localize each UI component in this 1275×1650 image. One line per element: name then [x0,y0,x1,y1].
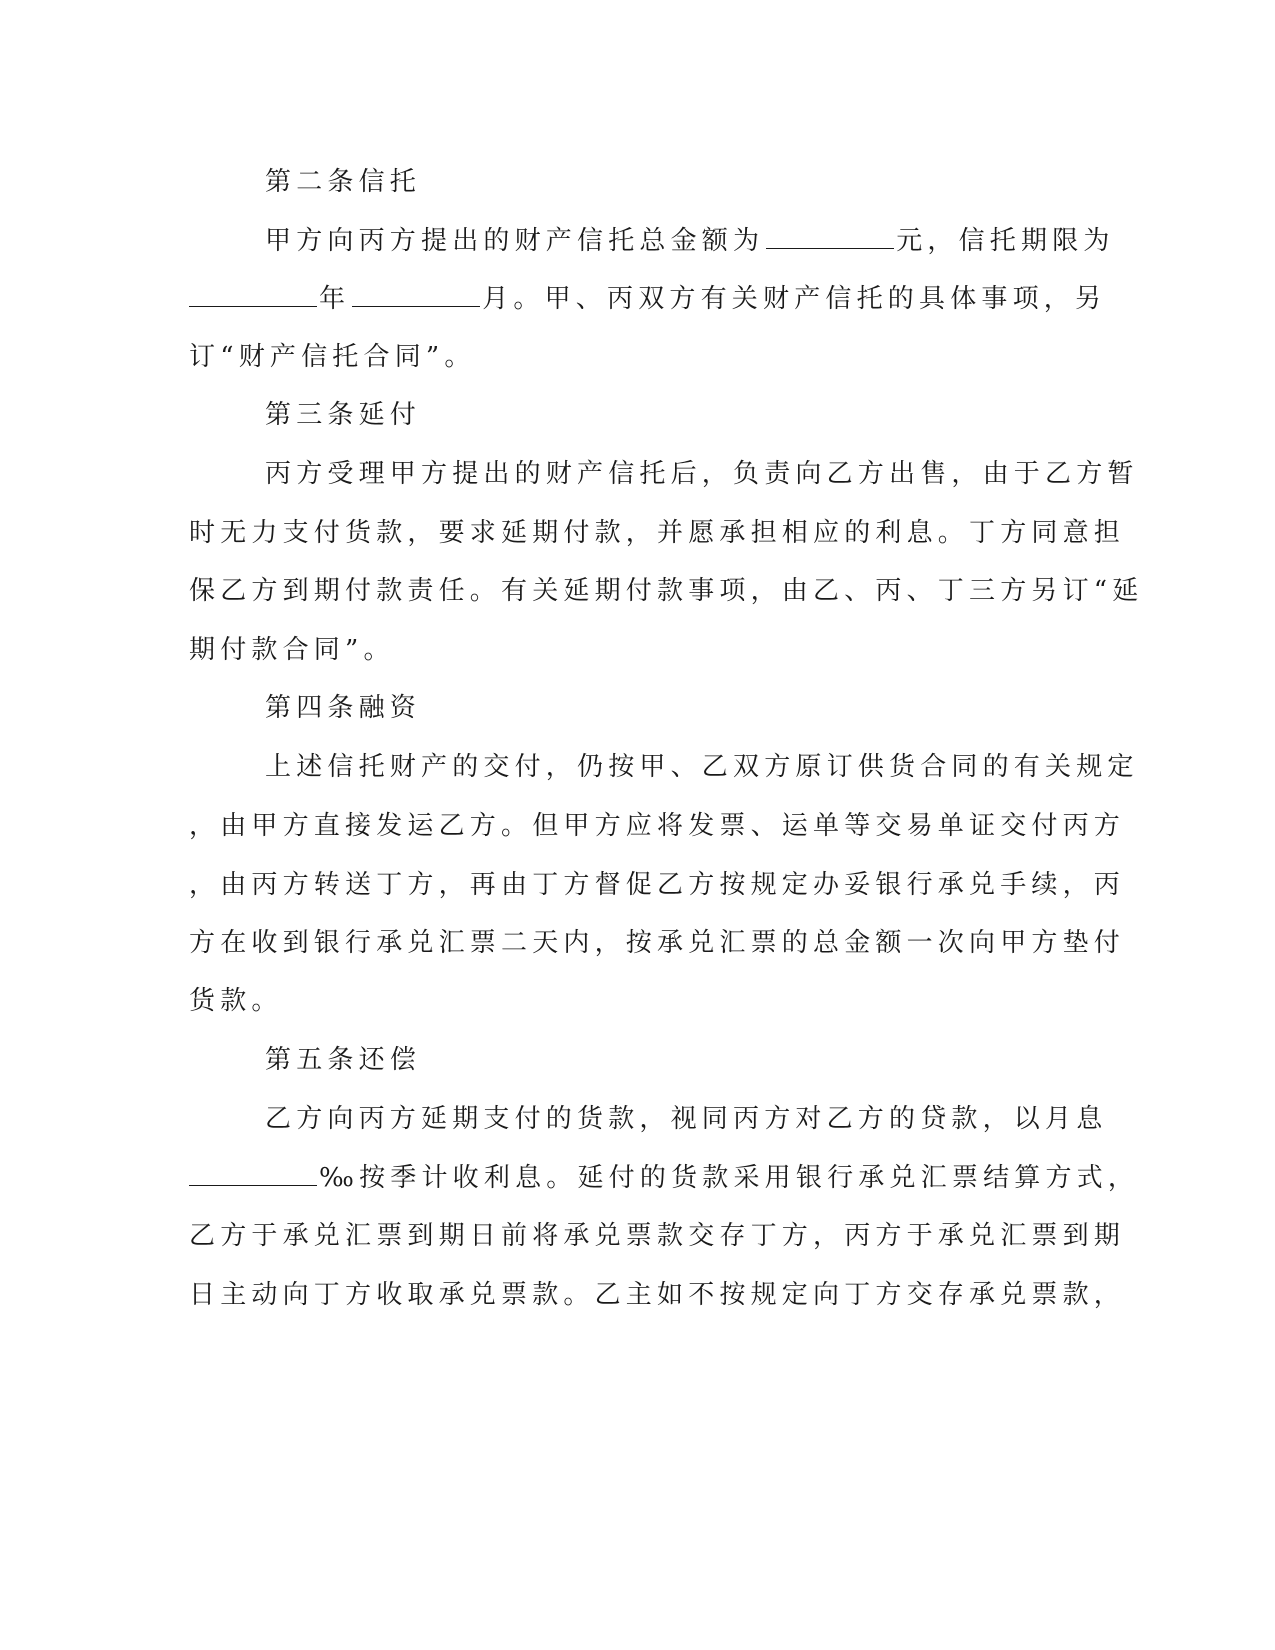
paragraph-line [265,225,1115,257]
text-segment: 年 [319,284,351,314]
paragraph-line: 方在收到银行承兑汇票二天内，按承兑汇票的总金额一次向甲方垫付 [189,928,1126,958]
text-segment: ‰按季计收利息。延付的货款采用银行承兑汇票结算方式， [319,1163,1140,1193]
paragraph-line: 货款。 [189,986,283,1016]
section-heading-4: 第四条融资 [265,693,422,723]
paragraph-line: 时无力支付货款，要求延期付款，并愿承担相应的利息。丁方同意担 [189,518,1126,548]
section-heading-3: 第三条延付 [265,400,422,430]
section-heading-2: 第二条信托 [265,167,422,197]
paragraph-line: 保乙方到期付款责任。有关延期付款事项，由乙、丙、丁三方另订“延 [189,576,1144,606]
paragraph-line: 日主动向丁方收取承兑票款。乙主如不按规定向丁方交存承兑票款， [189,1280,1126,1310]
paragraph-line: 丙方受理甲方提出的财产信托后，负责向乙方出售，由于乙方暂 [265,459,1139,489]
paragraph-line [189,1162,1139,1194]
paragraph-line: 乙方于承兑汇票到期日前将承兑票款交存丁方，丙方于承兑汇票到期 [189,1221,1126,1251]
text-segment: 月。甲、丙双方有关财产信托的具体事项，另 [482,284,1107,314]
paragraph-line: ，由甲方直接发运乙方。但甲方应将发票、运单等交易单证交付丙方 [189,811,1126,841]
paragraph-line: 上述信托财产的交付，仍按甲、乙双方原订供货合同的有关规定 [265,752,1139,782]
section-heading-5: 第五条还偿 [265,1045,422,1075]
fill-in-blank [352,284,480,307]
paragraph-line: 期付款合同”。 [189,635,395,665]
paragraph-line: ，由丙方转送丁方，再由丁方督促乙方按规定办妥银行承兑手续，丙 [189,870,1126,900]
paragraph-line [189,283,1106,315]
paragraph-line: 乙方向丙方延期支付的货款，视同丙方对乙方的贷款，以月息 [265,1104,1108,1134]
text-segment: 甲方向丙方提出的财产信托总金额为 [265,226,765,256]
paragraph-line: 订“财产信托合同”。 [189,342,476,372]
text-segment: 元，信托期限为 [896,226,1115,256]
fill-in-blank [189,1163,317,1186]
fill-in-blank [189,284,317,307]
fill-in-blank [766,226,894,249]
